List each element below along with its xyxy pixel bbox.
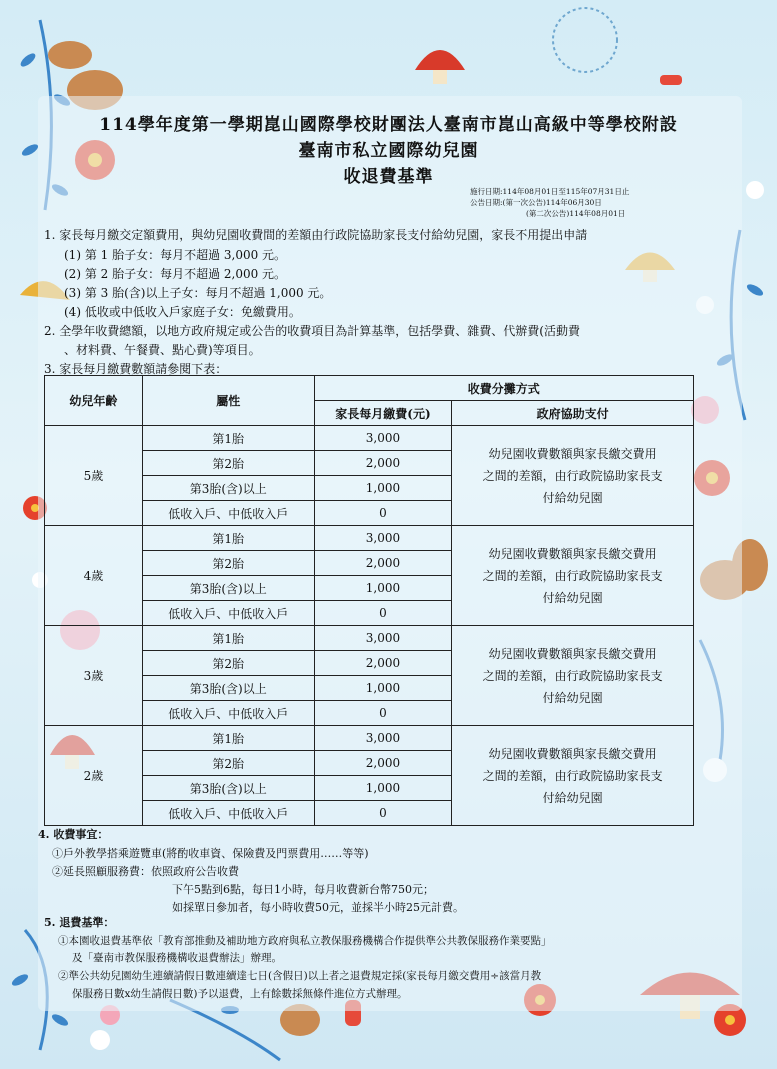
attr-cell: 第2胎 <box>142 751 314 776</box>
fee-cell: 1,000 <box>314 676 452 701</box>
item-1-4: (4) 低收或中低收入戶家庭子女：免繳費用。 <box>64 305 301 319</box>
attr-cell: 第1胎 <box>142 726 314 751</box>
item-1-1: (1) 第 1 胎子女：每月不超過 3,000 元。 <box>64 248 287 262</box>
gov-line: 幼兒園收費數額與家長繳交費用 <box>488 746 657 761</box>
fee-cell: 3,000 <box>314 726 452 751</box>
fee-cell: 0 <box>314 701 452 726</box>
section-4-d: 如採單日參加者，每小時收費50元，並採半小時25元計費。 <box>172 901 464 914</box>
section-5-b1: ②準公共幼兒園幼生連續請假日數連續達七日(含假日)以上者之退費規定採(家長每月繳交費用÷該當月教 <box>58 970 542 982</box>
gov-cell <box>452 626 694 726</box>
item-2: 2. 全學年收費總額，以地方政府規定或公告的收費項目為計算基準，包括學費、雜費、代辦費(活動費 <box>44 324 580 338</box>
attr-cell: 低收入戶、中低收入戶 <box>142 601 314 626</box>
fee-cell: 2,000 <box>314 651 452 676</box>
fee-cell: 2,000 <box>314 451 452 476</box>
item-2-cont: 、材料費、午餐費、點心費)等項目。 <box>64 343 261 357</box>
table-row <box>45 726 694 751</box>
table-row <box>45 526 694 551</box>
title-line-1: 114學年度第一學期崑山國際學校財團法人臺南市崑山高級中等學校附設 <box>99 115 678 135</box>
attr-cell: 第3胎(含)以上 <box>142 576 314 601</box>
gov-line: 幼兒園收費數額與家長繳交費用 <box>488 546 657 561</box>
attr-cell: 第3胎(含)以上 <box>142 676 314 701</box>
gov-line: 之間的差額，由行政院協助家長支 <box>482 768 663 783</box>
dates-block <box>470 186 629 219</box>
gov-line: 之間的差額，由行政院協助家長支 <box>482 568 663 583</box>
fee-cell: 0 <box>314 601 452 626</box>
section-5-b2: 保服務日數x幼生請假日數)予以退費，上有餘數採無條件進位方式辦理。 <box>72 988 408 1000</box>
header-attribute: 屬性 <box>142 376 314 426</box>
section-4-a: ①戶外教學搭乘遊覽車(將酌收車資、保險費及門票費用……等等) <box>52 847 369 860</box>
attr-cell: 第2胎 <box>142 551 314 576</box>
fee-cell: 2,000 <box>314 551 452 576</box>
gov-line: 付給幼兒園 <box>542 590 603 605</box>
section-4-b: ②延長照顧服務費：依照政府公告收費 <box>52 865 239 878</box>
announce-date-1: 公告日期:(第一次公告)114年06月30日 <box>470 198 602 207</box>
announce-date-2: (第二次公告)114年08月01日 <box>526 209 626 218</box>
gov-line: 之間的差額，由行政院協助家長支 <box>482 468 663 483</box>
exec-date: 施行日期:114年08月01日至115年07月31日止 <box>470 187 630 196</box>
section-4-c: 下午5點到6點，每日1小時，每月收費新台幣750元； <box>172 883 434 896</box>
age-3: 3歲 <box>45 626 143 726</box>
gov-line: 付給幼兒園 <box>542 490 603 505</box>
section-5-title: 5. 退費基準： <box>44 916 115 929</box>
fee-table <box>44 375 694 826</box>
attr-cell: 低收入戶、中低收入戶 <box>142 501 314 526</box>
item-3: 3. 家長每月繳費數額請參閱下表： <box>44 362 228 376</box>
title-line-3: 收退費基準 <box>343 167 434 187</box>
header-parent: 家長每月繳費(元) <box>314 401 452 426</box>
item-1: 1. 家長每月繳交定額費用，與幼兒園收費間的差額由行政院協助家長支付給幼兒園，家長不用提出申請 <box>44 228 588 242</box>
attr-cell: 低收入戶、中低收入戶 <box>142 801 314 826</box>
header-age: 幼兒年齡 <box>45 376 143 426</box>
item-1-3: (3) 第 3 胎(含)以上子女：每月不超過 1,000 元。 <box>64 286 332 300</box>
fee-cell: 0 <box>314 801 452 826</box>
section-4-title: 4. 收費事宜： <box>38 828 109 841</box>
fee-cell: 1,000 <box>314 776 452 801</box>
gov-line: 付給幼兒園 <box>542 690 603 705</box>
fee-cell: 3,000 <box>314 526 452 551</box>
gov-cell <box>452 526 694 626</box>
gov-line: 幼兒園收費數額與家長繳交費用 <box>488 646 657 661</box>
section-5-a2: 及「臺南市教保服務機構收退費辦法」辦理。 <box>72 952 282 964</box>
fee-cell: 0 <box>314 501 452 526</box>
attr-cell: 第1胎 <box>142 526 314 551</box>
fee-cell: 3,000 <box>314 626 452 651</box>
attr-cell: 第1胎 <box>142 426 314 451</box>
attr-cell: 第2胎 <box>142 451 314 476</box>
header-gov: 政府協助支付 <box>452 401 694 426</box>
age-5: 5歲 <box>45 426 143 526</box>
section-5-a1: ①本園收退費基準依「教育部推動及補助地方政府與私立教保服務機構合作提供準公共教保服務作業要點」 <box>58 935 552 947</box>
fee-cell: 3,000 <box>314 426 452 451</box>
attr-cell: 第3胎(含)以上 <box>142 476 314 501</box>
header-split: 收費分攤方式 <box>314 376 693 401</box>
gov-line: 幼兒園收費數額與家長繳交費用 <box>488 446 657 461</box>
gov-cell <box>452 726 694 826</box>
gov-line: 付給幼兒園 <box>542 790 603 805</box>
fee-cell: 2,000 <box>314 751 452 776</box>
attr-cell: 第3胎(含)以上 <box>142 776 314 801</box>
fee-cell: 1,000 <box>314 576 452 601</box>
age-4: 4歲 <box>45 526 143 626</box>
attr-cell: 第2胎 <box>142 651 314 676</box>
gov-cell <box>452 426 694 526</box>
fee-cell: 1,000 <box>314 476 452 501</box>
age-2: 2歲 <box>45 726 143 826</box>
item-1-2: (2) 第 2 胎子女：每月不超過 2,000 元。 <box>64 267 287 281</box>
gov-line: 之間的差額，由行政院協助家長支 <box>482 668 663 683</box>
title-line-2: 臺南市私立國際幼兒園 <box>298 141 479 161</box>
attr-cell: 第1胎 <box>142 626 314 651</box>
table-row <box>45 426 694 451</box>
table-row <box>45 626 694 651</box>
attr-cell: 低收入戶、中低收入戶 <box>142 701 314 726</box>
